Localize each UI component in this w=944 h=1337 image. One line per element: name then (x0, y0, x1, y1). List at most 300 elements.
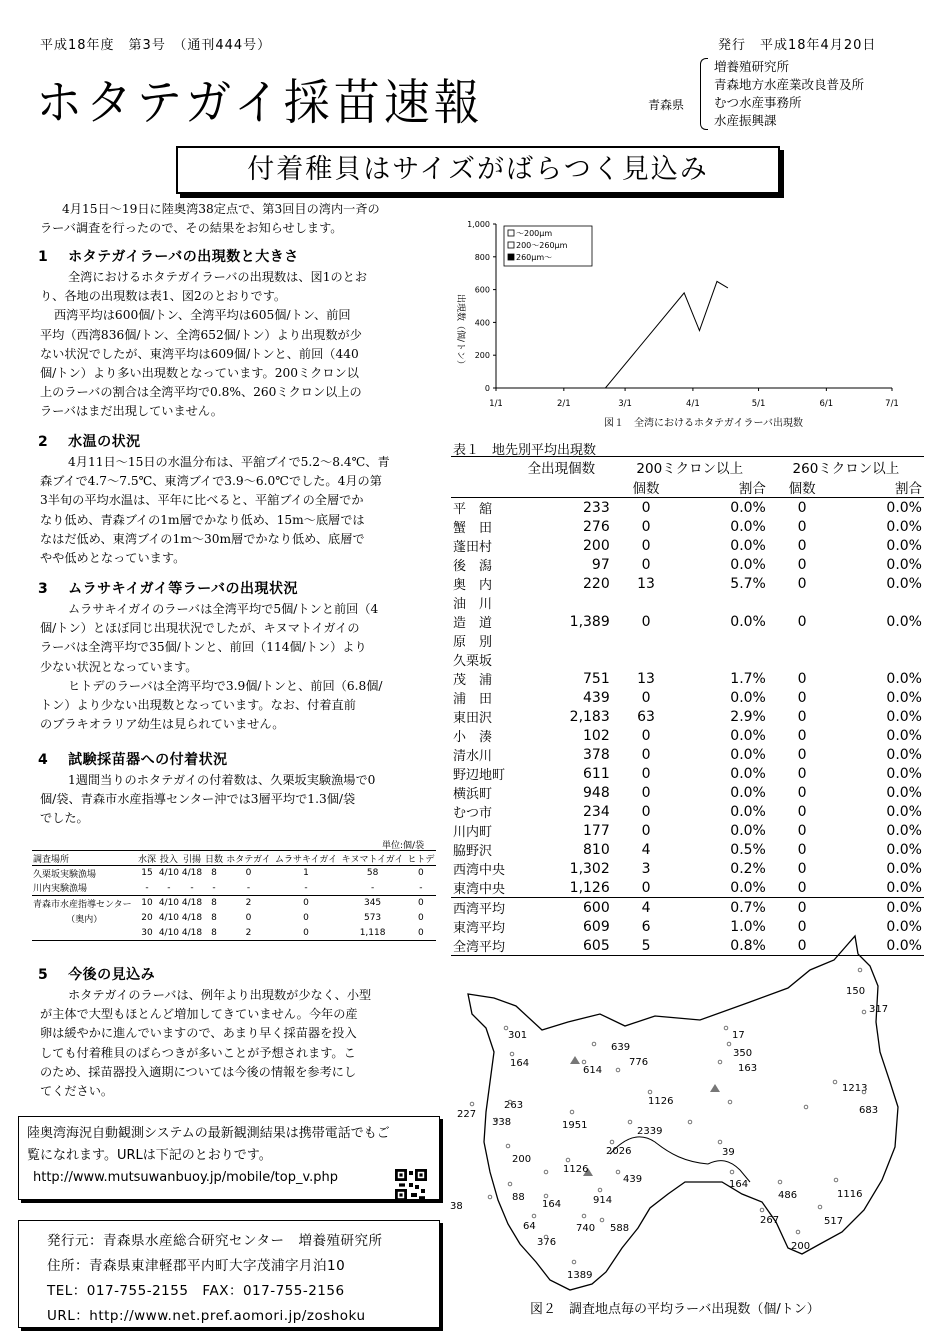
station-dot (544, 1194, 548, 1198)
org-item: 増養殖研究所 (714, 59, 790, 74)
table-cell: 0 (641, 613, 651, 630)
station-value-label: 17 (732, 1030, 745, 1041)
x-tick-label: 4/1 (686, 399, 700, 409)
text-line: 平均（西湾836個/トン、全湾652個/トン）より出現数が少 (40, 327, 362, 342)
table-row (451, 821, 924, 840)
text-line: ムラサキイガイのラーバは全湾平均で5個/トンと前回（4 (68, 602, 379, 616)
table-cell: 5.7% (730, 575, 766, 592)
text-line: 卵は緩やかに進んでいますので、あまり早く採苗器を投入 (40, 1026, 357, 1041)
table-cell: （奥内） (66, 914, 103, 925)
station-value-label: 338 (492, 1117, 512, 1128)
table1-title: 表１ 地先別平均出現数 (453, 443, 597, 458)
station-value-label: 200 (791, 1241, 811, 1252)
table-cell: 97 (591, 556, 610, 573)
table-cell: 0.0% (730, 746, 766, 763)
text-line: てください。 (40, 1084, 114, 1099)
text-line: 森ブイで4.7～7.5℃、東湾ブイで3.9～6.0℃でした。4月の第 (40, 474, 382, 489)
table-cell: 0.0% (886, 708, 922, 725)
column-header: 水深 (137, 851, 158, 866)
station-value-label: 164 (542, 1199, 562, 1210)
text-line: でした。 (40, 811, 89, 826)
text-line: 上のラーバの割合は全湾平均で0.8%、260ミクロン以上の (40, 385, 362, 400)
table-cell: 8 (211, 898, 217, 909)
table-cell: 1,118 (339, 926, 405, 941)
table-cell: 0.0% (836, 936, 924, 956)
table-cell: 0 (641, 689, 651, 706)
column-header: ホタテガイ (224, 851, 272, 866)
table-cell (511, 650, 612, 669)
table-cell: 0.5% (730, 841, 766, 858)
section-body (40, 771, 442, 829)
station-dot (862, 1010, 866, 1014)
table-cell (768, 650, 837, 669)
column-header: 調査場所 (32, 851, 137, 866)
org-list (714, 58, 864, 130)
info-text: 覧になれます。URLは下記のとおりです。 (27, 1148, 272, 1163)
bay-outline (468, 936, 898, 1290)
table-cell: 0.0% (886, 765, 922, 782)
table-cell: 0 (245, 913, 252, 923)
table-cell (768, 631, 837, 650)
table-cell (836, 650, 924, 669)
table-cell: 0 (797, 670, 807, 687)
station-dot (582, 1060, 586, 1064)
table-cell: 573 (363, 913, 382, 923)
table-cell: 8 (211, 913, 217, 923)
newsletter-title: ホタテガイ採苗速報 (36, 73, 484, 131)
table-row (32, 866, 436, 881)
table-cell: 0.0% (886, 803, 922, 820)
table-cell: 0 (797, 613, 807, 630)
table-cell: - (406, 881, 436, 896)
table-cell: 0 (797, 879, 807, 896)
column-header: ヒトデ (406, 851, 436, 866)
legend-swatch (508, 254, 514, 260)
station-value-label: 39 (722, 1147, 735, 1158)
table-row (32, 896, 436, 911)
table-cell: 20 (141, 913, 153, 923)
section-heading: 3 ムラサキイガイ等ラーバの出現状況 (38, 581, 299, 597)
table-cell: 220 (583, 575, 610, 592)
station-value-label: 163 (738, 1063, 758, 1074)
table-cell: 30 (137, 926, 158, 941)
text-line: 西湾平均は600個/トン、全湾平均は605個/トン、前回 (54, 308, 351, 323)
station-dot (600, 1218, 604, 1222)
station-value-label: 776 (629, 1057, 649, 1068)
table-row (451, 536, 924, 555)
legend-swatch (508, 230, 514, 236)
table-cell: 0 (797, 727, 807, 744)
table-cell: 0.0% (730, 803, 766, 820)
station-value-label: 588 (610, 1223, 630, 1234)
table-cell: 0.0% (886, 841, 922, 858)
table-row (451, 898, 924, 918)
chart-title: 図１ 全湾におけるホタテガイラーバ出現数 (604, 418, 803, 429)
table-cell: 0 (768, 898, 837, 918)
table-cell: 0.0% (730, 518, 766, 535)
x-tick-label: 3/1 (618, 399, 632, 409)
qr-code-icon (395, 1169, 427, 1201)
station-dot (796, 1230, 800, 1234)
table-cell: 0 (418, 868, 424, 879)
table-cell (836, 593, 924, 612)
intro-line: ラーバ調査を行ったので、その結果をお知らせします。 (40, 221, 343, 235)
table1-body (451, 498, 924, 956)
text-line: なはだ低め、東湾ブイの1m～30m層でかなり低め、底層で (40, 531, 365, 546)
row-label: 西湾平均 (451, 898, 511, 918)
row-label: 茂 浦 (453, 673, 493, 688)
x-tick-label: 6/1 (819, 399, 834, 409)
column-header: 投入 (157, 851, 180, 866)
text-line: り、各地の出現数は表1、図2のとおりです。 (40, 289, 287, 304)
row-label: 川内町 (453, 825, 493, 840)
station-dot (778, 1180, 782, 1184)
row-label: 小 湊 (453, 730, 493, 745)
table-cell: 0.0% (730, 727, 766, 744)
table-cell: 8 (211, 868, 217, 879)
station-dot (724, 1026, 728, 1030)
station-dot (718, 1060, 722, 1064)
headline: 付着稚貝はサイズがばらつく見込み (176, 146, 780, 194)
row-label: 野辺地町 (453, 768, 506, 783)
footer-address: 住所：青森県東津軽郡平内町大字茂浦字月泊10 (47, 1258, 346, 1274)
station-dot (504, 1026, 508, 1030)
table-cell: 6 (641, 918, 651, 935)
table-cell: 0 (797, 822, 807, 839)
table-cell: 0 (641, 537, 651, 554)
footer-publisher: 発行元：青森県水産総合研究センター 増養殖研究所 (47, 1233, 383, 1249)
legend-swatch (508, 242, 514, 248)
table-header-row (32, 851, 436, 866)
table-cell (836, 631, 924, 650)
table-cell: 0 (797, 841, 807, 858)
station-dot (470, 1102, 474, 1106)
station-dot (544, 1170, 548, 1174)
chart-series (605, 281, 728, 388)
table-cell: 0 (641, 746, 651, 763)
station-value-label: 639 (611, 1042, 631, 1053)
table-row (451, 783, 924, 802)
y-tick-label: 0 (484, 384, 490, 393)
legend-label: ～200μm (516, 229, 553, 238)
row-label: 脇野沢 (453, 844, 493, 859)
station-dot (506, 1144, 510, 1148)
station-value-label: 263 (504, 1100, 524, 1111)
y-tick-label: 600 (474, 285, 490, 295)
table-cell: 611 (583, 765, 610, 782)
x-tick-label: 7/1 (885, 399, 899, 409)
station-dot (628, 1120, 632, 1124)
table-cell: 276 (583, 518, 610, 535)
table-cell (680, 650, 768, 669)
station-value-label: 38 (450, 1201, 463, 1212)
row-label: 平 舘 (453, 502, 493, 517)
table-cell: 0 (303, 898, 309, 909)
table-cell: 0.0% (730, 879, 766, 896)
map-caption: 図２ 調査地点毎の平均ラーバ出現数（個/トン） (530, 1302, 820, 1317)
mobile-info-box (18, 1116, 440, 1200)
table-cell: 0 (797, 537, 807, 554)
table-cell: 0.0% (886, 746, 922, 763)
table-row (451, 593, 924, 612)
section-body (40, 986, 442, 1101)
column-header: 260ミクロン以上 (768, 457, 924, 478)
x-tick-label: 1/1 (489, 399, 503, 409)
row-label: むつ市 (453, 806, 493, 821)
attach-table (32, 850, 436, 941)
station-value-label: 376 (537, 1237, 557, 1248)
table-row (451, 878, 924, 898)
station-dot (532, 1214, 536, 1218)
buoy-marker-icon (570, 1056, 580, 1064)
row-label: 浦 田 (453, 692, 493, 707)
table-row (32, 926, 436, 941)
station-value-label: 164 (729, 1179, 749, 1190)
table-row (451, 650, 924, 669)
table-cell: 0 (641, 518, 651, 535)
column-header: 個数 (768, 477, 837, 498)
table-cell: 378 (583, 746, 610, 763)
row-label: 清水川 (453, 749, 493, 764)
table-cell: 2,183 (569, 708, 610, 725)
station-value-label: 1951 (562, 1120, 588, 1131)
table-cell: 4/18 (181, 913, 203, 923)
station-value-label: 267 (760, 1215, 780, 1226)
table-cell: 0 (273, 926, 340, 941)
chart-y-axis-label: 出現数（個/トン） (455, 294, 465, 370)
table-row (32, 911, 436, 926)
issue-number: 平成18年度 第3号 （通刊444号） (40, 38, 272, 53)
table-cell: 4/18 (181, 898, 203, 909)
org-bracket (700, 58, 708, 130)
y-tick-label: 400 (474, 318, 490, 328)
table-cell: 2.9% (730, 708, 766, 725)
table-cell: 0.0% (886, 556, 922, 573)
text-line: しても付着稚貝のばらつきが多いことが予想されます。こ (40, 1045, 356, 1060)
row-label: 油 川 (453, 597, 493, 612)
table-cell: 0.0% (730, 765, 766, 782)
row-label: 後 潟 (453, 559, 493, 574)
station-value-label: 150 (846, 986, 866, 997)
table-cell: 0.0% (730, 556, 766, 573)
footer-phone: TEL：017-755-2155 FAX：017-755-2156 (47, 1283, 345, 1299)
station-value-label: 1213 (842, 1083, 868, 1094)
column-header: 日数 (204, 851, 225, 866)
table-cell: 1,389 (569, 613, 610, 630)
station-dot (582, 1214, 586, 1218)
table-cell: 0 (797, 860, 807, 877)
table-row (451, 612, 924, 631)
table-cell: 0.0% (730, 689, 766, 706)
station-value-label: 740 (576, 1223, 596, 1234)
buoy-marker-icon (710, 1084, 720, 1092)
table-cell: 0.0% (730, 499, 766, 516)
text-line: ホタテガイのラーバは、例年より出現数が少なく、小型 (68, 988, 372, 1002)
table-cell: 4/10 (158, 898, 180, 909)
table-cell: 0.0% (886, 784, 922, 801)
table-cell: 0.0% (730, 822, 766, 839)
table-cell: 0 (641, 822, 651, 839)
table-cell: 4/18 (180, 926, 203, 941)
table-cell: - (157, 881, 180, 896)
row-label: 造 道 (453, 616, 493, 631)
table-cell: 久栗坂実験漁場 (33, 869, 97, 880)
row-label: 東湾平均 (453, 921, 506, 936)
column-header: 割合 (836, 477, 924, 498)
table-cell: 4 (641, 841, 651, 858)
y-tick-label: 800 (474, 252, 490, 262)
station-dot (488, 1195, 492, 1199)
y-tick-label: 1,000 (467, 220, 490, 229)
row-label: 原 別 (453, 635, 493, 650)
table-cell: 0 (797, 784, 807, 801)
station-value-label: 2026 (606, 1146, 632, 1157)
station-value-label: 301 (508, 1030, 528, 1041)
table-cell: 15 (141, 868, 153, 879)
table-cell: 0.0% (886, 670, 922, 687)
row-label: 蟹 田 (453, 521, 493, 536)
table-cell: 0 (641, 784, 651, 801)
table-row (32, 881, 436, 896)
table-cell (612, 650, 681, 669)
table-cell: 川内実験漁場 (32, 881, 137, 896)
table-cell: 1.0% (730, 918, 766, 935)
section-heading: 1 ホタテガイラーバの出現数と大きさ (38, 249, 299, 265)
text-line: 少ない状況となっています。 (40, 659, 198, 674)
column-header (451, 457, 511, 478)
table-row (451, 555, 924, 574)
legend-label: 260μm～ (516, 253, 553, 262)
footer-url-link[interactable]: URL：http://www.net.pref.aomori.jp/zoshoku (47, 1308, 366, 1324)
column-header (451, 477, 511, 498)
row-label: 久栗坂 (453, 654, 493, 669)
column-header: 個数 (612, 477, 681, 498)
text-line: なり低め、青森ブイの1m層でかなり低め、15m～底層では (40, 512, 365, 527)
table-cell: 609 (583, 918, 610, 935)
station-dot (730, 1170, 734, 1174)
row-label: 西湾中央 (453, 863, 506, 878)
table-cell: 10 (141, 898, 153, 909)
table-cell: - (339, 881, 405, 896)
table-cell (511, 631, 612, 650)
table-cell: - (180, 881, 203, 896)
station-value-label: 317 (869, 1004, 889, 1015)
station-dot (718, 1140, 722, 1144)
table-cell: 4/10 (157, 926, 180, 941)
station-dot (804, 1105, 808, 1109)
table-cell (32, 926, 137, 941)
mobile-url-link[interactable]: http://www.mutsuwanbuoy.jp/mobile/top_v.php (33, 1170, 339, 1185)
table-cell: 0 (768, 936, 837, 956)
table-cell (680, 631, 768, 650)
station-value-label: 164 (510, 1058, 530, 1069)
series-line (605, 281, 728, 388)
section-heading: 4 試験採苗器への付着状況 (38, 752, 228, 768)
row-label: 蓬田村 (453, 540, 493, 555)
table-cell: 1 (303, 868, 309, 879)
table-cell: 233 (583, 499, 610, 516)
column-header: 200ミクロン以上 (612, 457, 768, 478)
column-header: 割合 (680, 477, 768, 498)
table-cell: 0 (641, 879, 651, 896)
table-cell: 青森市水産指導センター (33, 899, 132, 910)
table-cell: 13 (637, 670, 655, 687)
table-cell (511, 593, 612, 612)
row-label: 全湾平均 (451, 936, 511, 956)
attach-table-unit: 単位:個/袋 (382, 841, 425, 851)
table-cell: 4/10 (158, 913, 180, 923)
row-label: 奥 内 (453, 578, 493, 593)
table-row (451, 517, 924, 536)
station-value-label: 439 (623, 1174, 643, 1185)
table-cell: 234 (583, 803, 610, 820)
station-dot (833, 1080, 837, 1084)
station-dot (616, 1068, 620, 1072)
table-cell: 102 (583, 727, 610, 744)
table-cell: - (204, 881, 225, 896)
table-cell: 0.0% (730, 613, 766, 630)
text-line: 1週間当りのホタテガイの付着数は、久栗坂実験漁場で0 (68, 773, 376, 787)
table-cell: 63 (637, 708, 655, 725)
footer-box (18, 1220, 440, 1328)
table-cell: 0.0% (886, 727, 922, 744)
table-cell: 751 (583, 670, 610, 687)
station-dot (572, 1260, 576, 1264)
text-line: が主体で大型もほとんど増加してきていません。今年の産 (40, 1007, 358, 1022)
column-header: ムラサキイガイ (273, 851, 340, 866)
table-cell: 0 (797, 499, 807, 516)
info-text: 陸奥湾海況自動観測システムの最新観測結果は携帯電話でもご (27, 1126, 390, 1141)
station-value-label: 1126 (648, 1096, 674, 1107)
table-row (451, 859, 924, 878)
station-dot (818, 1205, 822, 1209)
table-cell: 0 (406, 926, 436, 941)
legend-label: 200～260μm (516, 241, 568, 250)
table-row (451, 745, 924, 764)
station-value-label: 64 (523, 1221, 536, 1232)
table-cell: 2 (224, 926, 272, 941)
table-cell: 0 (641, 765, 651, 782)
table-row (451, 726, 924, 745)
larvae-chart (446, 214, 916, 436)
station-dot (598, 1188, 602, 1192)
table-cell: 0 (641, 499, 651, 516)
table-cell: 0 (641, 727, 651, 744)
table-row (451, 840, 924, 859)
station-value-label: 200 (512, 1154, 532, 1165)
table-cell: 0.0% (886, 575, 922, 592)
table-cell: 0.0% (886, 499, 922, 516)
table-cell: 13 (637, 575, 655, 592)
table-cell: 4/10 (158, 868, 180, 879)
table-cell: 0.2% (730, 860, 766, 877)
table-row (451, 631, 924, 650)
column-header: 引揚 (180, 851, 203, 866)
table-cell: 0 (797, 746, 807, 763)
station-dot (510, 1052, 514, 1056)
station-dot (648, 1090, 652, 1094)
table-cell: 4/18 (181, 868, 203, 879)
station-value-label: 1389 (567, 1270, 593, 1281)
table-cell (612, 593, 681, 612)
table-cell: 58 (366, 868, 379, 879)
table-cell: 810 (583, 841, 610, 858)
table-cell: 0 (797, 918, 807, 935)
table1 (451, 456, 924, 956)
table-cell: 0 (641, 803, 651, 820)
column-header: 全出現個数 (511, 457, 612, 478)
row-label: 東湾中央 (453, 882, 506, 897)
